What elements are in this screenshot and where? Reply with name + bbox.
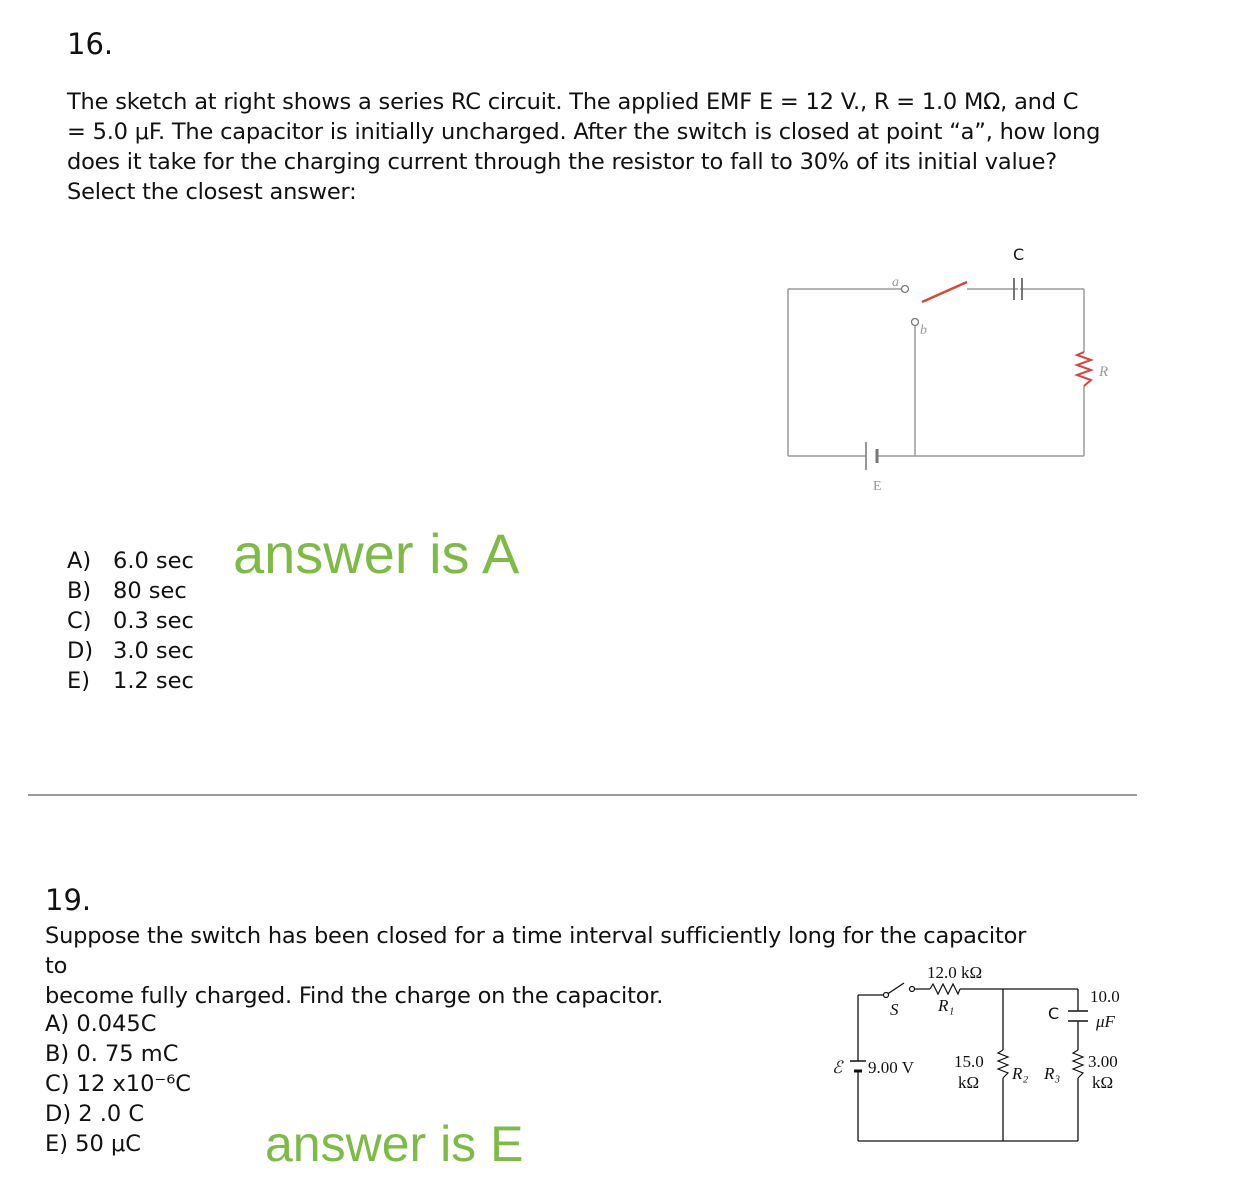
resistor-zigzag [1077, 352, 1091, 386]
rc-circuit-diagram [770, 240, 1130, 500]
resistor-label: R [1099, 364, 1109, 380]
capacitor-value: 10.0 [1090, 987, 1120, 1006]
emf-symbol: ℰ [832, 1058, 843, 1077]
choice-label: E) [45, 1131, 68, 1157]
capacitor-label: C [1013, 245, 1025, 264]
resistor-r1-zigzag [930, 984, 960, 994]
choice-label: E) [67, 668, 90, 694]
r1-value: 12.0 kΩ [927, 963, 983, 982]
choice-value: 3.0 sec [113, 638, 194, 664]
question-16-line: = 5.0 μF. The capacitor is initially uncharged. After the switch is closed at point “a”, how long [67, 119, 1101, 145]
choice-item[interactable] [67, 606, 194, 636]
choice-item[interactable] [45, 1129, 191, 1159]
r2-value: 15.0 [954, 1052, 984, 1071]
r1-label: R₁ [938, 996, 955, 1015]
resistor-r3-zigzag [1073, 1050, 1083, 1078]
choice-value: 0. 75 mC [76, 1041, 179, 1067]
switch-b-label: b [920, 323, 927, 338]
choice-label: D) [45, 1101, 72, 1127]
choice-label: A) [45, 1011, 70, 1037]
choice-value: 50 μC [75, 1131, 141, 1157]
switch-label: S [890, 1000, 899, 1019]
question-19-line: become fully charged. Find the charge on the capacitor. [45, 983, 664, 1009]
r3-value: 3.00 [1088, 1052, 1118, 1071]
choice-item[interactable] [45, 1069, 191, 1099]
choice-item[interactable] [45, 1099, 191, 1129]
r3-label: R₃ [1044, 1064, 1061, 1083]
choice-value: 12 x10⁻⁶C [76, 1071, 191, 1097]
section-divider [28, 794, 1137, 796]
choice-value: 2 .0 C [78, 1101, 145, 1127]
question-16-choices [67, 546, 194, 696]
r2-unit: kΩ [958, 1073, 980, 1092]
choice-label: C) [45, 1071, 70, 1097]
answer-16: answer is A [233, 522, 520, 585]
choice-item[interactable] [67, 546, 194, 576]
rc-network-circuit-diagram [820, 955, 1140, 1155]
choice-value: 0.3 sec [113, 608, 194, 634]
choice-item[interactable] [45, 1009, 191, 1039]
switch-contact [910, 987, 915, 992]
choice-value: 80 sec [113, 578, 187, 604]
choice-label: D) [67, 638, 94, 664]
choice-item[interactable] [67, 576, 194, 606]
choice-value: 0.045C [76, 1011, 157, 1037]
choice-item[interactable] [67, 636, 194, 666]
question-19-number: 19. [45, 883, 92, 917]
capacitor-unit: μF [1096, 1012, 1115, 1031]
emf-value: 9.00 V [868, 1058, 914, 1077]
question-16-line: Select the closest answer: [67, 179, 357, 205]
answer-19: answer is E [265, 1116, 524, 1172]
resistor-r2-zigzag [998, 1050, 1008, 1078]
switch-blade [922, 282, 967, 302]
question-16-number: 16. [67, 27, 114, 61]
question-16-line: does it take for the charging current through the resistor to fall to 30% of its initial value? [67, 149, 1057, 175]
r2-label: R₂ [1012, 1064, 1029, 1083]
switch-contact [884, 993, 889, 998]
choice-item[interactable] [45, 1039, 191, 1069]
choice-value: 6.0 sec [113, 548, 194, 574]
question-19-line: Suppose the switch has been closed for a time interval sufficiently long for the capacitor to [45, 923, 1027, 979]
capacitor-label: C [1048, 1004, 1060, 1023]
question-19-choices [45, 1009, 191, 1159]
question-16-text [67, 87, 1167, 207]
choice-value: 1.2 sec [113, 668, 194, 694]
battery-label: E [873, 479, 882, 494]
choice-label: B) [45, 1041, 70, 1067]
switch-contact-a [902, 286, 909, 293]
r3-unit: kΩ [1092, 1073, 1114, 1092]
switch-contact-b [912, 319, 919, 326]
switch-a-label: a [892, 275, 899, 290]
choice-label: B) [67, 578, 92, 604]
question-16-line: The sketch at right shows a series RC circuit. The applied EMF E = 12 V., R = 1.0 MΩ, and C [67, 89, 1079, 115]
choice-item[interactable] [67, 666, 194, 696]
choice-label: C) [67, 608, 92, 634]
choice-label: A) [67, 548, 92, 574]
